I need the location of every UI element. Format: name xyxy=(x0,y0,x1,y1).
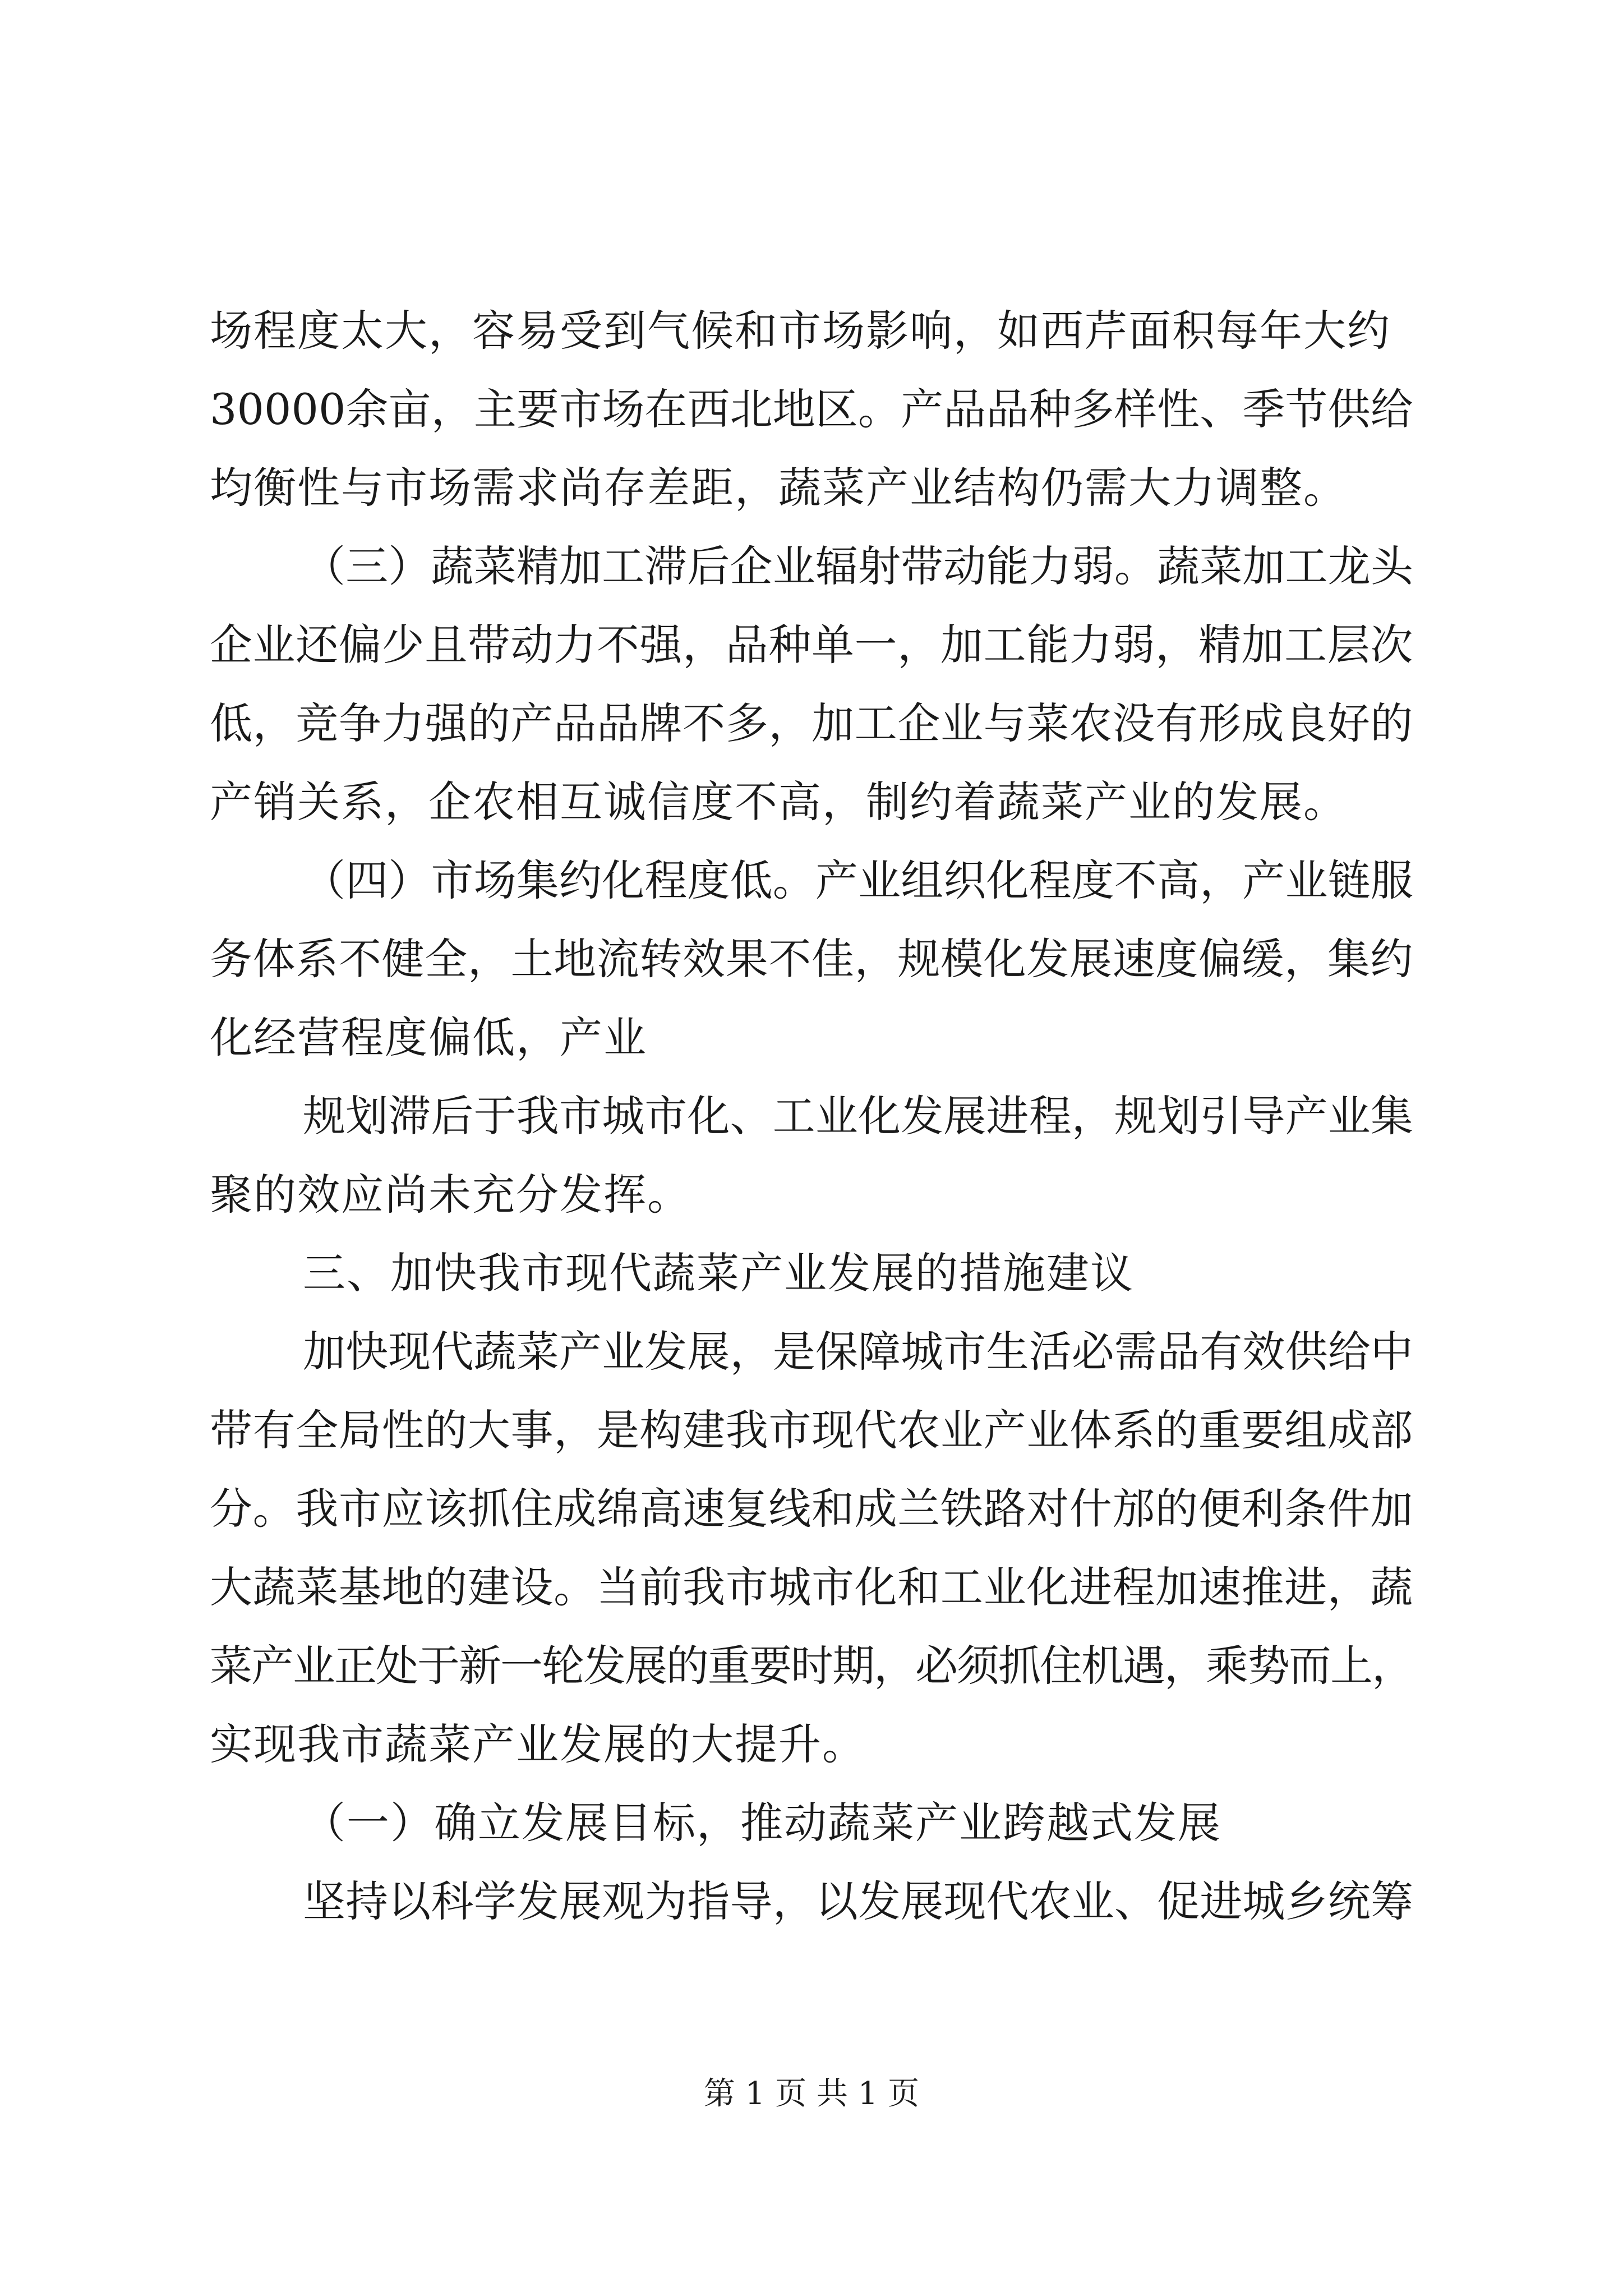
text-line: 30000余亩，主要市场在西北地区。产品品种多样性、季节供给 xyxy=(210,384,1413,434)
text-line: 均衡性与市场需求尚存差距，蔬菜产业结构仍需大力调整。 xyxy=(210,463,1347,513)
text-line: 坚持以科学发展观为指导，以发展现代农业、促进城乡统筹 xyxy=(303,1876,1413,1926)
text-line: 场程度太大，容易受到气候和市场影响，如西芹面积每年大约 xyxy=(210,306,1391,356)
text-line: （四）市场集约化程度低。产业组织化程度不高，产业链服 xyxy=(303,855,1413,905)
text-line: 聚的效应尚未充分发挥。 xyxy=(210,1170,691,1220)
subsection-heading: （一）确立发展目标，推动蔬菜产业跨越式发展 xyxy=(303,1798,1221,1848)
text-line: 带有全局性的大事，是构建我市现代农业产业体系的重要组成部 xyxy=(210,1405,1413,1455)
text-line: 低，竞争力强的产品品牌不多，加工企业与菜农没有形成良好的 xyxy=(210,698,1413,748)
text-line: 企业还偏少且带动力不强，品种单一，加工能力弱，精加工层次 xyxy=(210,620,1413,670)
text-line: 规划滞后于我市城市化、工业化发展进程，规划引导产业集 xyxy=(303,1091,1413,1141)
text-line: 化经营程度偏低，产业 xyxy=(210,1013,647,1062)
text-line: 菜产业正处于新一轮发展的重要时期，必须抓住机遇，乘势而上， xyxy=(210,1641,1413,1691)
text-line: 务体系不健全，土地流转效果不佳，规模化发展速度偏缓，集约 xyxy=(210,934,1413,984)
text-line: 大蔬菜基地的建设。当前我市城市化和工业化进程加速推进，蔬 xyxy=(210,1562,1413,1612)
text-line: 加快现代蔬菜产业发展，是保障城市生活必需品有效供给中 xyxy=(303,1327,1413,1377)
page-footer: 第 1 页 共 1 页 xyxy=(703,2076,920,2112)
text-line: 产销关系，企农相互诚信度不高，制约着蔬菜产业的发展。 xyxy=(210,777,1347,827)
text-line: 实现我市蔬菜产业发展的大提升。 xyxy=(210,1719,866,1769)
text-line: （三）蔬菜精加工滞后企业辐射带动能力弱。蔬菜加工龙头 xyxy=(303,541,1413,591)
section-heading: 三、加快我市现代蔬菜产业发展的措施建议 xyxy=(303,1248,1134,1298)
text-line: 分。我市应该抓住成绵高速复线和成兰铁路对什邡的便利条件加 xyxy=(210,1484,1413,1534)
